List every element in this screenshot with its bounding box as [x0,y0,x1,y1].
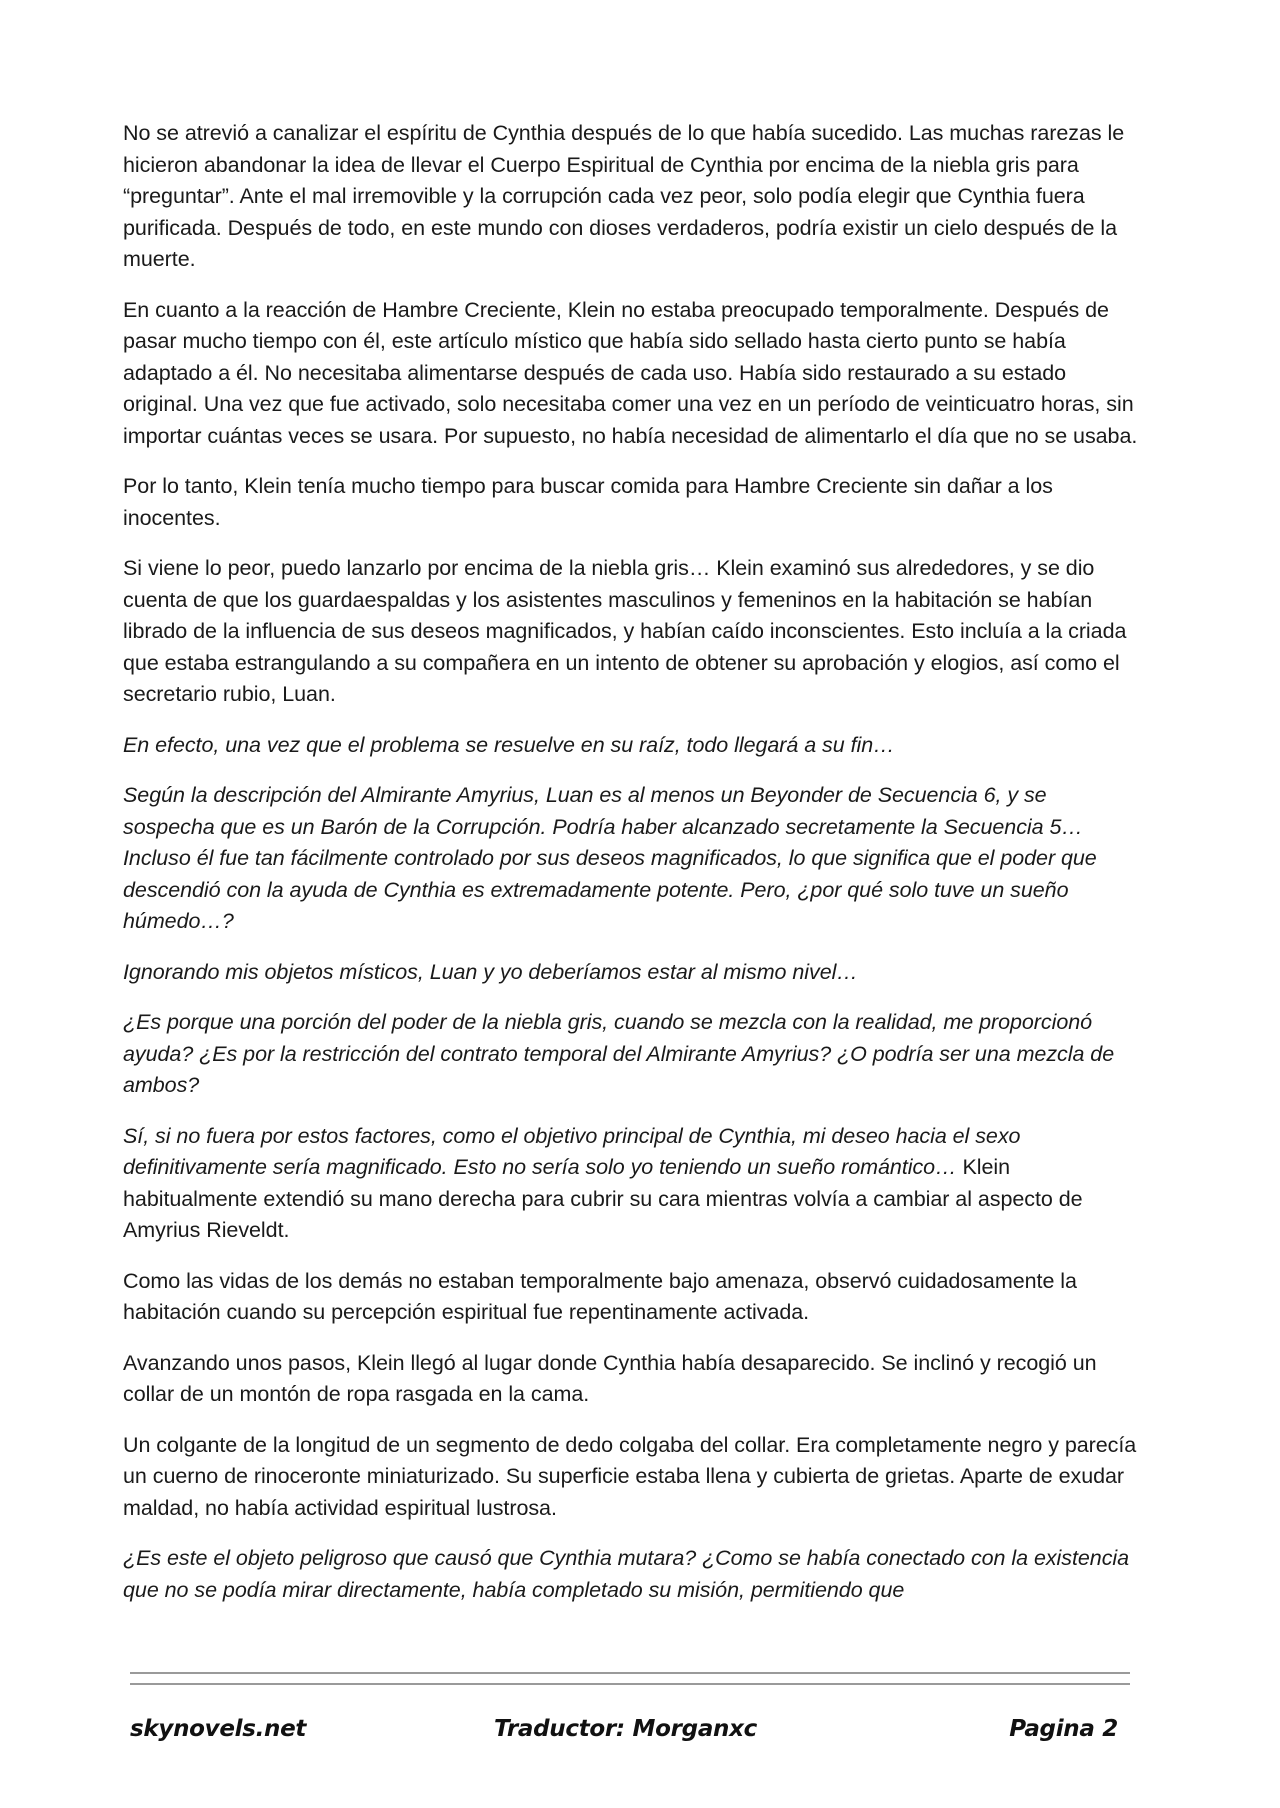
paragraph-13: ¿Es este el objeto peligroso que causó que Cynthia mutara? ¿Como se había conectado con la existencia que no se podía mirar directamente, había completado su misión, permitiendo que [123,1546,1130,1602]
paragraph-1: No se atrevió a canalizar el espíritu de Cynthia después de lo que había sucedido. Las muchas rarezas le hicieron abandonar la idea de llevar el Cuerpo Espiritual de Cynthia por encima de la niebla gris para “preguntar”. Ante el mal irremovible y la corrupción cada vez peor, solo podía elegir que Cynthia fuera purificada. Después de todo, en este mundo con dioses verdaderos, podría existir un cielo después de la muerte. [123,121,1125,271]
paragraph-3: Por lo tanto, Klein tenía mucho tiempo para buscar comida para Hambre Creciente sin dañar a los inocentes. [123,474,1053,530]
footer-divider-top [130,1672,1130,1674]
paragraph-4: Si viene lo peor, puedo lanzarlo por encima de la niebla gris… Klein examinó sus alrededores, y se dio cuenta de que los guardaespaldas y los asistentes masculinos y femeninos en la habitación se habían librado de la influencia de sus deseos magnificados, y habían caído inconscientes. Esto incluía a la criada que estaba estrangulando a su compañera en un intento de obtener su aprobación y elogios, así como el secretario rubio, Luan. [123,556,1127,706]
paragraph-6: Según la descripción del Almirante Amyrius, Luan es al menos un Beyonder de Secuencia 6, y se sospecha que es un Barón de la Corrupción. Podría haber alcanzado secretamente la Secuencia 5… Incluso él fue tan fácilmente controlado por sus deseos magnificados, lo que significa que el poder que descendió con la ayuda de Cynthia es extremadamente potente. Pero, ¿por qué solo tuve un sueño húmedo…? [123,783,1097,933]
footer-translator: Traductor: Morganxc [494,1716,758,1742]
footer-divider-bottom [130,1683,1130,1685]
paragraph-2: En cuanto a la reacción de Hambre Creciente, Klein no estaba preocupado temporalmente. Después de pasar mucho tiempo con él, este artículo místico que había sido sellado hasta cierto punto se había adaptado a él. No necesitaba alimentarse después de cada uso. Había sido restaurado a su estado original. Una vez que fue activado, solo necesitaba comer una vez en un período de veinticuatro horas, sin importar cuántas veces se usara. Por supuesto, no había necesidad de alimentarlo el día que no se usaba. [123,297,1138,448]
paragraph-8: ¿Es porque una porción del poder de la niebla gris, cuando se mezcla con la realidad, me proporcionó ayuda? ¿Es por la restricción del contrato temporal del Almirante Amyrius? ¿O podría ser una mezcla de ambos? [123,1010,1115,1097]
page-body [123,118,1143,1625]
paragraph-12: Un colgante de la longitud de un segmento de dedo colgaba del collar. Era completamente negro y parecía un cuerno de rinoceronte miniaturizado. Su superficie estaba llena y cubierta de grietas. Aparte de exudar maldad, no había actividad espiritual lustrosa. [123,1432,1137,1520]
paragraph-11: Avanzando unos pasos, Klein llegó al lugar donde Cynthia había desaparecido. Se inclinó y recogió un collar de un montón de ropa rasgada en la cama. [123,1350,1097,1406]
paragraph-9-roman: Klein habitualmente extendió su mano derecha para cubrir su cara mientras volvía a cambiar al aspecto de Amyrius Rieveldt. [123,1155,1083,1242]
paragraph-9 [123,1121,1143,1247]
paragraph-5: En efecto, una vez que el problema se resuelve en su raíz, todo llegará a su fin… [123,732,895,757]
paragraph-10: Como las vidas de los demás no estaban temporalmente bajo amenaza, observó cuidadosamente la habitación cuando su percepción espiritual fue repentinamente activada. [123,1268,1077,1324]
paragraph-7: Ignorando mis objetos místicos, Luan y yo deberíamos estar al mismo nivel… [123,959,858,984]
footer-site: skynovels.net [130,1716,307,1742]
paragraph-9-italic: Sí, si no fuera por estos factores, como el objetivo principal de Cynthia, mi deseo hacia el sexo definitivamente sería magnificado. Esto no sería solo yo teniendo un sueño romántico… [123,1123,1021,1179]
footer-page-number: Pagina 2 [1009,1716,1118,1742]
